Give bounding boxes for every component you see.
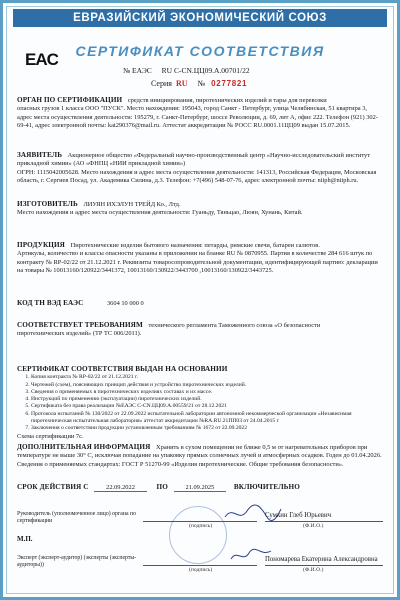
head-name-line (265, 521, 383, 522)
maker-address: Место нахождения и адрес места осуществления деятельности: Гуаньду, Тяньцао, Люян, Хунань, Китай. (17, 209, 303, 217)
expert-label: Эксперт (эксперт-аудитор) (эксперты (эксперты-аудиторы)) (17, 555, 137, 568)
maker-section (17, 200, 383, 218)
validity-inclusive: ВКЛЮЧИТЕЛЬНО (233, 483, 300, 491)
validity-from: 22.09.2022 (94, 484, 147, 492)
number-value: RU C-CN.ЦЦ09.А.00701/22 (161, 66, 250, 75)
series-row (151, 79, 247, 88)
union-banner: ЕВРАЗИЙСКИЙ ЭКОНОМИЧЕСКИЙ СОЮЗ (13, 9, 387, 27)
requirements-line2: пиротехнических изделий» (ТР ТС 006/2011). (17, 330, 142, 338)
expert-name-line (265, 565, 383, 566)
basis-heading: СЕРТИФИКАТ СООТВЕТСТВИЯ ВЫДАН НА ОСНОВАНИИ (17, 365, 228, 373)
extra-heading: ДОПОЛНИТЕЛЬНАЯ ИНФОРМАЦИЯ (17, 443, 151, 451)
head-name-caption: (Ф.И.О.) (303, 523, 324, 529)
product-heading: ПРОДУКЦИЯ (17, 241, 65, 249)
number-label: № ЕАЭС (123, 66, 152, 75)
series-label: Серия (151, 79, 172, 88)
expert-name: Пономарева Екатерина Александровна (265, 556, 378, 563)
basis-item: 1. Копия контракта № RP-02/22 от 21.12.2021 г. (31, 374, 383, 381)
org-heading: ОРГАН ПО СЕРТИФИКАЦИИ (17, 96, 123, 104)
org-section (17, 96, 383, 130)
applicant-section (17, 151, 383, 185)
applicant-heading: ЗАЯВИТЕЛЬ (17, 151, 63, 159)
product-section (17, 241, 383, 275)
basis-item: 2. Чертежей (схем), поясняющих принцип действия и устройство пиротехнических изделий. (31, 382, 383, 389)
eac-logo (25, 50, 58, 70)
requirements-line1: технического регламента Таможенного союза «О безопасности (148, 322, 321, 329)
validity-to-label: ПО (156, 483, 168, 491)
maker-heading: ИЗГОТОВИТЕЛЬ (17, 200, 78, 208)
product-text: Артикулы, количество и классы опасности указаны в приложении на бланке RU № 0870955. Партия в количестве 284 616 штук по контракту № RP-02/22 от 21.12.2021 г. Реквизиты товаросопроводительной документации, идентифицирующей партию: декларации на товары № 10013160/120922/3441372, 10013160/130922/3443700 ,10013160/130922/3443725. (17, 250, 378, 274)
org-text: опасных грузов 1 класса ООО "ПУСК". Место нахождения: 195043, город Санкт - Петербург, улица Челябинская, 51 квартира 3, адрес места осуществления деятельности: 195279, г. Санкт-Петербург, шоссе Революции, д. 69, лит А, офис 222. Телефон (921) 302-69-41, адрес электронной почты: kat290376@mail.ru. Аттестат аккредитации № РОСС RU.0001.11ЦЦ09 выдан 15.07.2015. (17, 105, 378, 129)
head-signature-caption: (подпись) (189, 523, 213, 529)
expert-signature-line (143, 565, 257, 566)
validity-section (17, 483, 383, 492)
tnved-heading: КОД ТН ВЭД ЕАЭС (17, 299, 84, 307)
requirements-heading: СООТВЕТСТВУЕТ ТРЕБОВАНИЯМ (17, 321, 143, 329)
expert-name-caption: (Ф.И.О.) (303, 567, 324, 573)
head-name: Сумкин Глеб Юрьевич (265, 512, 332, 519)
head-label: Руководитель (уполномоченное лицо) органа по сертификации (17, 511, 136, 524)
maker-name: ЛИУЯН ИХЭЛУН ТРЕЙД Ко., Лтд. (83, 201, 181, 208)
org-line1: средств инициирования, пиротехнических изделий и тары для перевозки (127, 97, 327, 104)
product-line1: Пиротехнические изделия бытового назначения: петарды, римские свечи, батареи салютов. (70, 242, 320, 249)
validity-to: 21.09.2025 (174, 484, 227, 492)
validity-from-label: СРОК ДЕЙСТВИЯ С (17, 483, 89, 491)
applicant-text: Акционерное общество «Федеральный научно-производственный центр «Научно-исследовательский институт прикладной химии» (АО «ФНПЦ «НИИ прикладной химии») (17, 152, 371, 168)
certificate-number (123, 66, 250, 75)
serial-label: № (197, 79, 206, 88)
basis-item: 4. Инструкций по применению (эксплуатации) пиротехнических изделий. (31, 396, 383, 403)
series-value: RU (175, 79, 188, 88)
extra-section (17, 443, 383, 469)
requirements-section (17, 321, 383, 339)
basis-section (17, 365, 383, 441)
basis-item: 6. Протокола испытаний № 130/2022 от 22.09.2022 испытательной лаборатории автономной некоммерческой организации «Независимая пиротехническая испытательная лаборатория» аттестат аккредитации №RA.RU.21ПП03 от 24.04.2015 г (31, 411, 383, 426)
certification-scheme: Схема сертификации 7с. (17, 432, 84, 440)
serial-number: 0277821 (211, 79, 248, 88)
official-seal (169, 506, 227, 564)
tnved-code: 3604 10 000 0 (106, 300, 144, 307)
basis-item: 7. Заключения о соответствии продукции установленным требованиям № 1672 от 22.09.2022 (31, 425, 383, 432)
basis-list (17, 374, 383, 432)
expert-signature-caption: (подпись) (189, 567, 213, 573)
tnved-section (17, 299, 383, 308)
basis-item: 3. Сведения о применяемых в пиротехнических изделиях составах и их массе. (31, 389, 383, 396)
eac-logo-text: EAC (25, 50, 58, 69)
basis-item: 5. Сертификата без права реализации №ЕАЭС C-CN.ЦЦ09.А.00559/21 от 28.12.2021 (31, 403, 383, 410)
applicant-details: ОГРН: 1115042005628. Место нахождения и адрес места осуществления деятельности: 141313, Российская Федерация, Московская область, г. Сергиев Посад, ул. Академика Силина, д.3. Телефон: +7(496) 548-07-76, адрес электронной почты: niiph@niiph.ru. (17, 168, 377, 184)
extra-text: Хранить в сухом помещении не ближе 0,5 м от нагревательных приборов при температуре не выше 30° С, исключая попадание на упаковку прямых солнечных лучей и атмосферных осадков. Годен до 01.04.2026. Сведения о применяемых стандартах: ГОСТ Р 51270-99 «Изделия пиротехнические. Общие требования безопасности». (17, 444, 382, 468)
mp-mark: М.П. (17, 535, 33, 543)
certificate-title: СЕРТИФИКАТ СООТВЕТСТВИЯ (75, 43, 325, 59)
